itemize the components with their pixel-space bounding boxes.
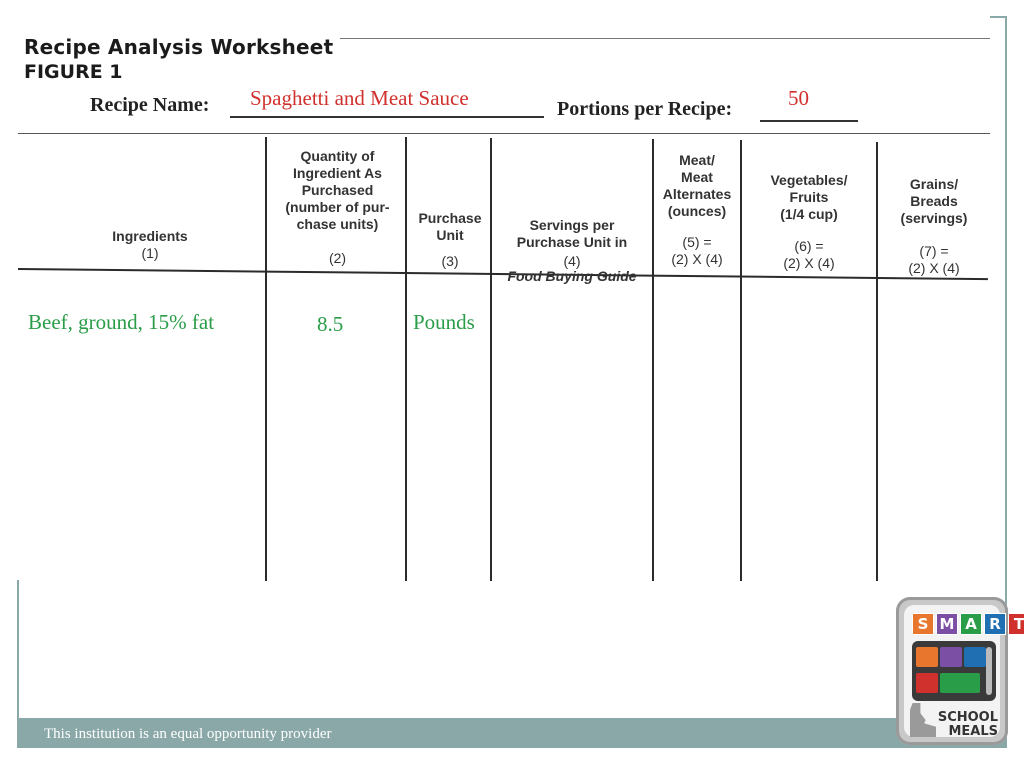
portions-value[interactable]: 50	[788, 86, 809, 110]
col-header-purchase-unit: Purchase Unit	[418, 210, 482, 243]
recipe-name-value[interactable]: Spaghetti and Meat Sauce	[250, 86, 469, 110]
col-header-grains: Grains/ Breads (servings)	[900, 176, 968, 226]
col-header-servings	[492, 200, 652, 285]
tray-cell-3	[964, 647, 986, 667]
table-top-rule	[18, 133, 990, 134]
col-num-1: (1)	[141, 245, 159, 261]
col-header-meat: Meat/ Meat Alternates (ounces)	[662, 152, 732, 219]
logo-word-meals: MEALS	[948, 724, 998, 739]
col-header-servings-top: Servings per Purchase Unit in	[516, 217, 628, 250]
col-num-6: (6) = (2) X (4)	[783, 238, 835, 271]
smart-letters	[912, 613, 1024, 635]
worksheet-title: Recipe Analysis Worksheet	[24, 35, 334, 59]
col-num-4: (4)	[563, 253, 581, 269]
tray-cell-2	[940, 647, 962, 667]
frame-border-left	[17, 580, 19, 728]
logo-background	[904, 605, 1024, 739]
col-num-2: (2)	[328, 250, 347, 266]
footer-text: This institution is an equal opportunity provider	[44, 726, 332, 742]
recipe-name-underline	[230, 116, 544, 118]
col-header-servings-guide: Food Buying Guide	[507, 268, 637, 284]
row-1-unit[interactable]: Pounds	[413, 310, 475, 334]
lunch-tray-icon	[912, 641, 996, 701]
logo-letter-r: R	[984, 613, 1006, 635]
row-1-quantity[interactable]: 8.5	[317, 312, 344, 336]
logo-letter-t: T	[1008, 613, 1024, 635]
col-divider-1	[265, 137, 267, 581]
smart-school-meals-logo	[896, 597, 1024, 745]
col-num-3: (3)	[441, 253, 459, 269]
col-num-5: (5) = (2) X (4)	[671, 234, 723, 267]
logo-letter-a: A	[960, 613, 982, 635]
col-header-quantity: Quantity of Ingredient As Purchased (number of pur- chase units)	[285, 148, 390, 232]
tray-cell-4	[916, 673, 938, 693]
tray-cell-5	[940, 673, 980, 693]
logo-word-school: SCHOOL	[937, 710, 998, 725]
portions-label: Portions per Recipe:	[557, 98, 733, 120]
col-header-ingredients: Ingredients	[112, 228, 188, 244]
col-num-7: (7) = (2) X (4)	[908, 243, 960, 276]
col-header-vegetables: Vegetables/ Fruits (1/4 cup)	[770, 172, 848, 222]
portions-underline	[760, 120, 858, 122]
row-1-ingredient[interactable]: Beef, ground, 15% fat	[28, 310, 215, 334]
tray-cell-1	[916, 647, 938, 667]
fork-icon	[986, 647, 992, 695]
col-divider-2	[405, 137, 407, 581]
frame-border-tick	[990, 16, 1006, 18]
logo-letter-s: S	[912, 613, 934, 635]
recipe-name-label: Recipe Name:	[90, 94, 210, 116]
logo-letter-m: M	[936, 613, 958, 635]
top-rule-thin	[340, 38, 990, 39]
figure-label: FIGURE 1	[24, 61, 123, 83]
